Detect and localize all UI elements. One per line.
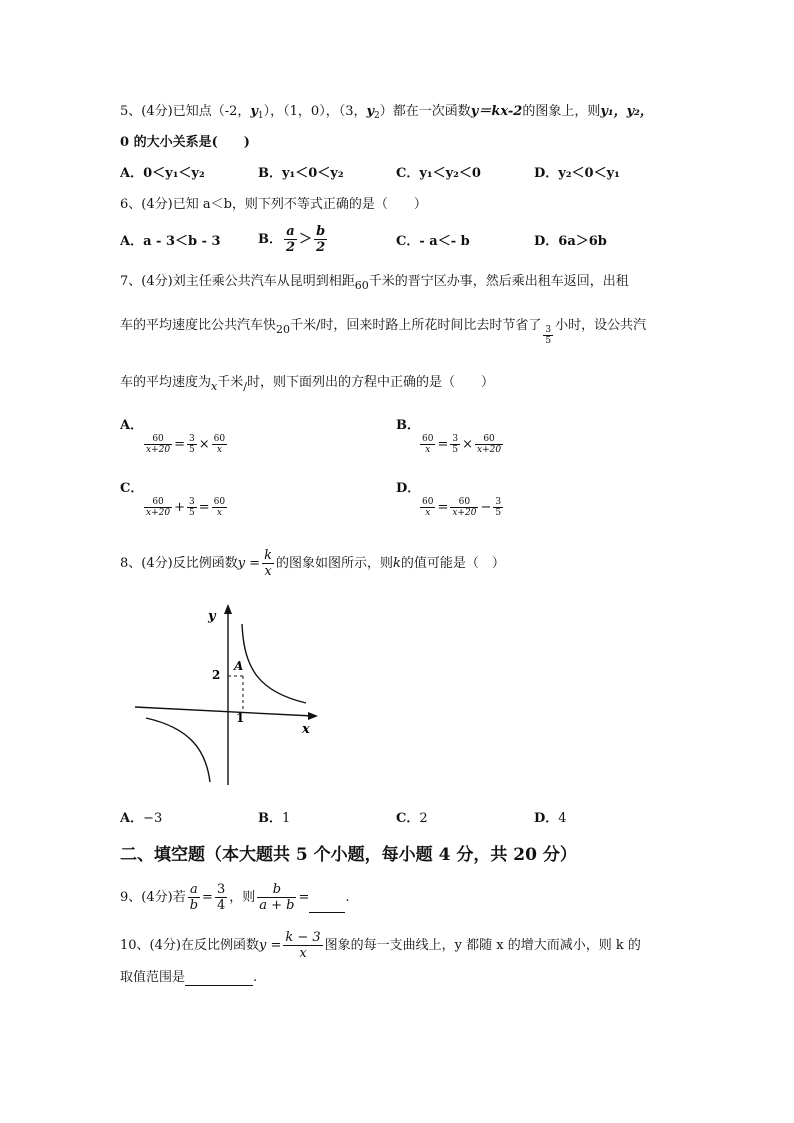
q6-option-a: A．a - 3＜b - 3	[120, 234, 221, 249]
q9-label: 9、(4分)	[120, 890, 173, 905]
q7-option-d: D． $\frac{60}{x}$ = $\frac{60}{x+20}$ − $\frac{3}{5}$	[396, 481, 502, 518]
q7-option-a: A． $\frac{60}{x+20}$ = $\frac{3}{5}$ × $\frac{60}{x}$	[120, 418, 226, 455]
q6-option-c: C．- a＜- b	[396, 234, 470, 249]
q5-line1: 5、(4分)已知点（-2，$y_1$），（1，0），（3，$y_2$）都在一次函数y＝kx-2的图象上，则y₁，y₂，	[120, 104, 653, 121]
q5-option-d: D．y₂＜0＜y₁	[534, 166, 620, 181]
q8-label: 8、(4分)	[120, 556, 173, 571]
y-tick-2: 2	[212, 668, 221, 682]
q8-line1: 8、(4分)反比例函数y = $\frac{k}{x}$ 的图象如图所示，则k的值可能是（ ）	[120, 548, 505, 579]
q7-line2: 车的平均速度比公共汽车快$_{20}$千米/时，回来时路上所花时间比去时节省了 $\frac{3}{5}$ 小时，设公共汽	[120, 318, 647, 346]
x-tick-1: 1	[236, 711, 245, 725]
q6-option-b: B． $\frac{a}{2}$ ＞ $\frac{b}{2}$	[258, 224, 326, 255]
q7-line1: 7、(4分)刘主任乘公共汽车从昆明到相距$_{60}$千米的晋宁区办事，然后乘出租车返回，出租	[120, 274, 629, 292]
q8-option-d: D．4	[534, 811, 567, 826]
q5-function: y＝kx-2	[470, 104, 523, 119]
y-axis-label: y	[208, 609, 216, 624]
q7-option-b: B． $\frac{60}{x}$ = $\frac{3}{5}$ × $\frac{60}{x+20}$	[396, 418, 502, 455]
q5-option-c: C．y₁＜y₂＜0	[396, 166, 481, 181]
q5-label: 5、(4分)	[120, 104, 173, 119]
curve-quadrant-3	[146, 718, 210, 782]
x-axis-arrow	[308, 712, 318, 720]
y-axis-arrow	[224, 604, 232, 614]
section-2-heading: 二、填空题（本大题共 5 个小题，每小题 4 分，共 20 分）	[120, 845, 577, 865]
inverse-function-graph	[130, 600, 330, 790]
q7-label: 7、(4分)	[120, 274, 173, 289]
q6-label: 6、(4分)	[120, 197, 173, 212]
q10-answer-blank[interactable]	[185, 971, 253, 986]
q9-answer-blank[interactable]	[309, 898, 345, 913]
q10-line2: 取值范围是 .	[120, 970, 258, 985]
q6-line1: 6、(4分)已知 a＜b，则下列不等式正确的是（ ）	[120, 197, 427, 212]
q5-option-b: B．y₁＜0＜y₂	[258, 166, 344, 181]
q8-option-a: A．−3	[120, 811, 163, 826]
q10-line1: 10、(4分)在反比例函数y = $\frac{k - 3}{x}$ 图象的每一支曲线上，y 都随 x 的增大而减小，则 k 的	[120, 930, 641, 961]
q7-option-c: C． $\frac{60}{x+20}$ + $\frac{3}{5}$ = $\frac{60}{x}$	[120, 481, 226, 518]
q5-line2: 0 的大小关系是( )	[120, 135, 250, 150]
q6-option-d: D．6a＞6b	[534, 234, 607, 249]
q8-option-c: C．2	[396, 811, 428, 826]
q8-option-b: B．1	[258, 811, 291, 826]
q9-line1: 9、(4分)若 $\frac{a}{b}$ = $\frac{3}{4}$ ，则 $\frac{b}{a + b}$ = .	[120, 882, 350, 913]
x-axis	[135, 707, 313, 716]
x-axis-label: x	[302, 722, 310, 737]
curve-quadrant-1	[242, 624, 306, 703]
q5-option-a: A．0＜y₁＜y₂	[120, 166, 205, 181]
q7-line3: 车的平均速度为$_x$千米$_/$时，则下面列出的方程中正确的是（ ）	[120, 375, 494, 393]
point-a-label: A	[234, 659, 244, 673]
q10-label: 10、(4分)	[120, 938, 181, 953]
